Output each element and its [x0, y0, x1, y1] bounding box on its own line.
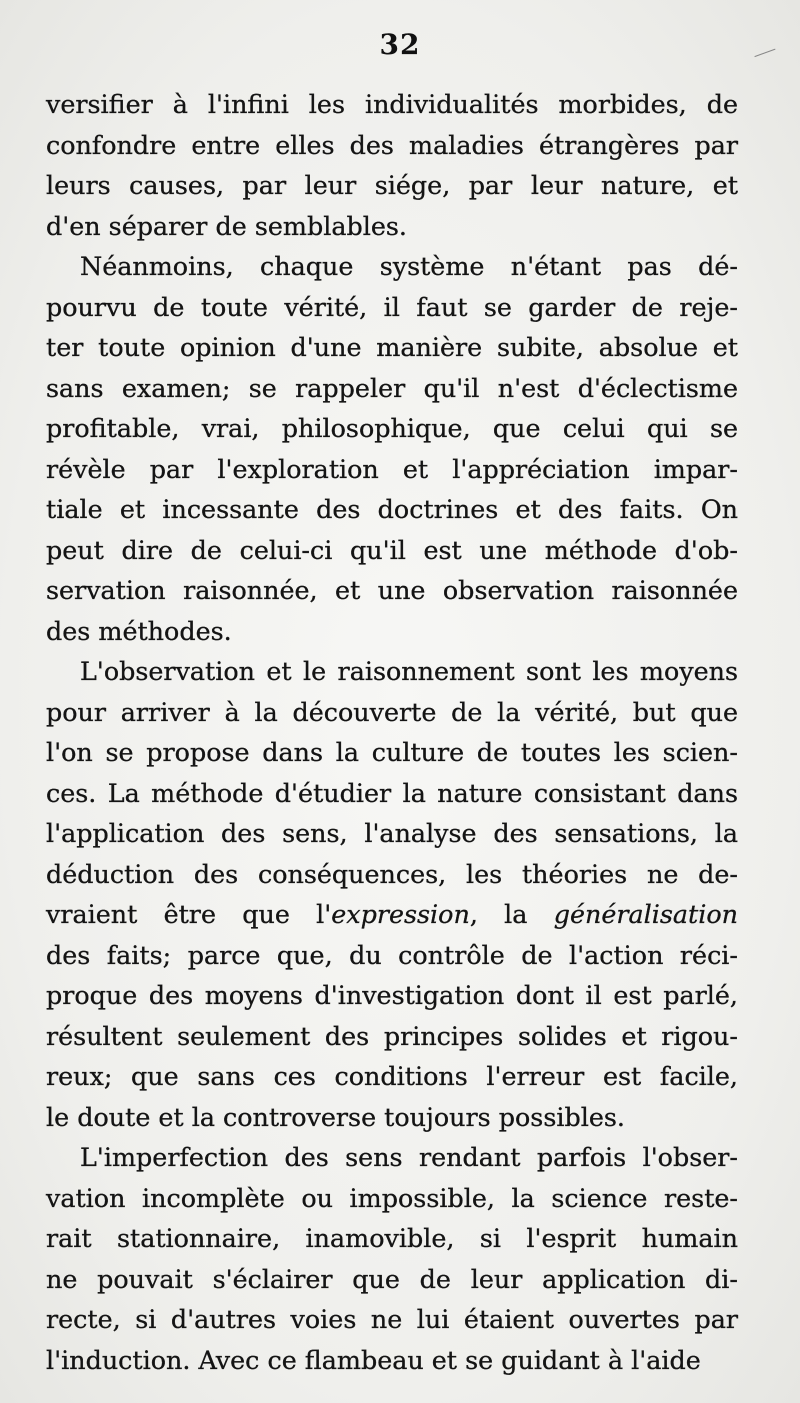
text-line: vraient être que l'expression, la généralisation	[46, 899, 738, 929]
text-line: tiale et incessante des doctrines et des faits. On	[46, 494, 738, 524]
text-line: des méthodes.	[46, 615, 232, 646]
text-line: des faits; parce que, du contrôle de l'action réci-	[46, 939, 738, 970]
text-line: l'induction. Avec ce flambeau et se guidant à l'aide	[46, 1344, 701, 1375]
text-line: Néanmoins, chaque système n'étant pas dé-	[80, 251, 738, 281]
text-line: ter toute opinion d'une manière subite, absolue et	[46, 332, 738, 362]
text-line: ces. La méthode d'étudier la nature consistant dans	[46, 777, 738, 808]
italic-emphasis: généralisation	[553, 899, 738, 929]
text-line: confondre entre elles des maladies étrangères par	[46, 129, 738, 160]
text-line: recte, si d'autres voies ne lui étaient ouvertes par	[46, 1304, 738, 1334]
text-line: d'en séparer de semblables.	[46, 210, 407, 241]
text-line: servation raisonnée, et une observation raisonnée	[46, 575, 738, 605]
text-line: pour arriver à la découverte de la vérité, but que	[46, 696, 738, 727]
body-text	[46, 84, 738, 1380]
text-line: sans examen; se rappeler qu'il n'est d'éclectisme	[46, 372, 738, 403]
text-line: ne pouvait s'éclairer que de leur application di-	[46, 1263, 738, 1294]
text-line: le doute et la controverse toujours possibles.	[46, 1101, 625, 1132]
text-line: l'on se propose dans la culture de toutes les scien-	[46, 737, 738, 767]
text-line: résultent seulement des principes solides et rigou-	[46, 1020, 738, 1051]
text-line: déduction des conséquences, les théories ne de-	[46, 858, 738, 889]
text-line: profitable, vrai, philosophique, que celui qui se	[46, 413, 738, 443]
text-line: rait stationnaire, inamovible, si l'esprit humain	[46, 1223, 738, 1253]
text-line: proque des moyens d'investigation dont il est parlé,	[46, 980, 738, 1010]
text-line: reux; que sans ces conditions l'erreur est facile,	[46, 1061, 738, 1091]
text-line: pourvu de toute vérité, il faut se garder de reje-	[46, 291, 738, 322]
page-number: 32	[379, 28, 421, 61]
text-line: L'observation et le raisonnement sont les moyens	[80, 656, 738, 686]
italic-emphasis: expression	[331, 899, 470, 929]
text-line: L'imperfection des sens rendant parfois l'obser-	[80, 1142, 738, 1172]
text-line: l'application des sens, l'analyse des sensations, la	[46, 818, 738, 848]
text-line: vation incomplète ou impossible, la science reste-	[46, 1182, 738, 1213]
text-line: versifier à l'infini les individualités morbides, de	[46, 89, 738, 119]
text-line: leurs causes, par leur siége, par leur nature, et	[46, 170, 738, 200]
text-line: révèle par l'exploration et l'appréciation impar-	[46, 453, 738, 484]
text-line: peut dire de celui-ci qu'il est une méthode d'ob-	[46, 534, 738, 565]
